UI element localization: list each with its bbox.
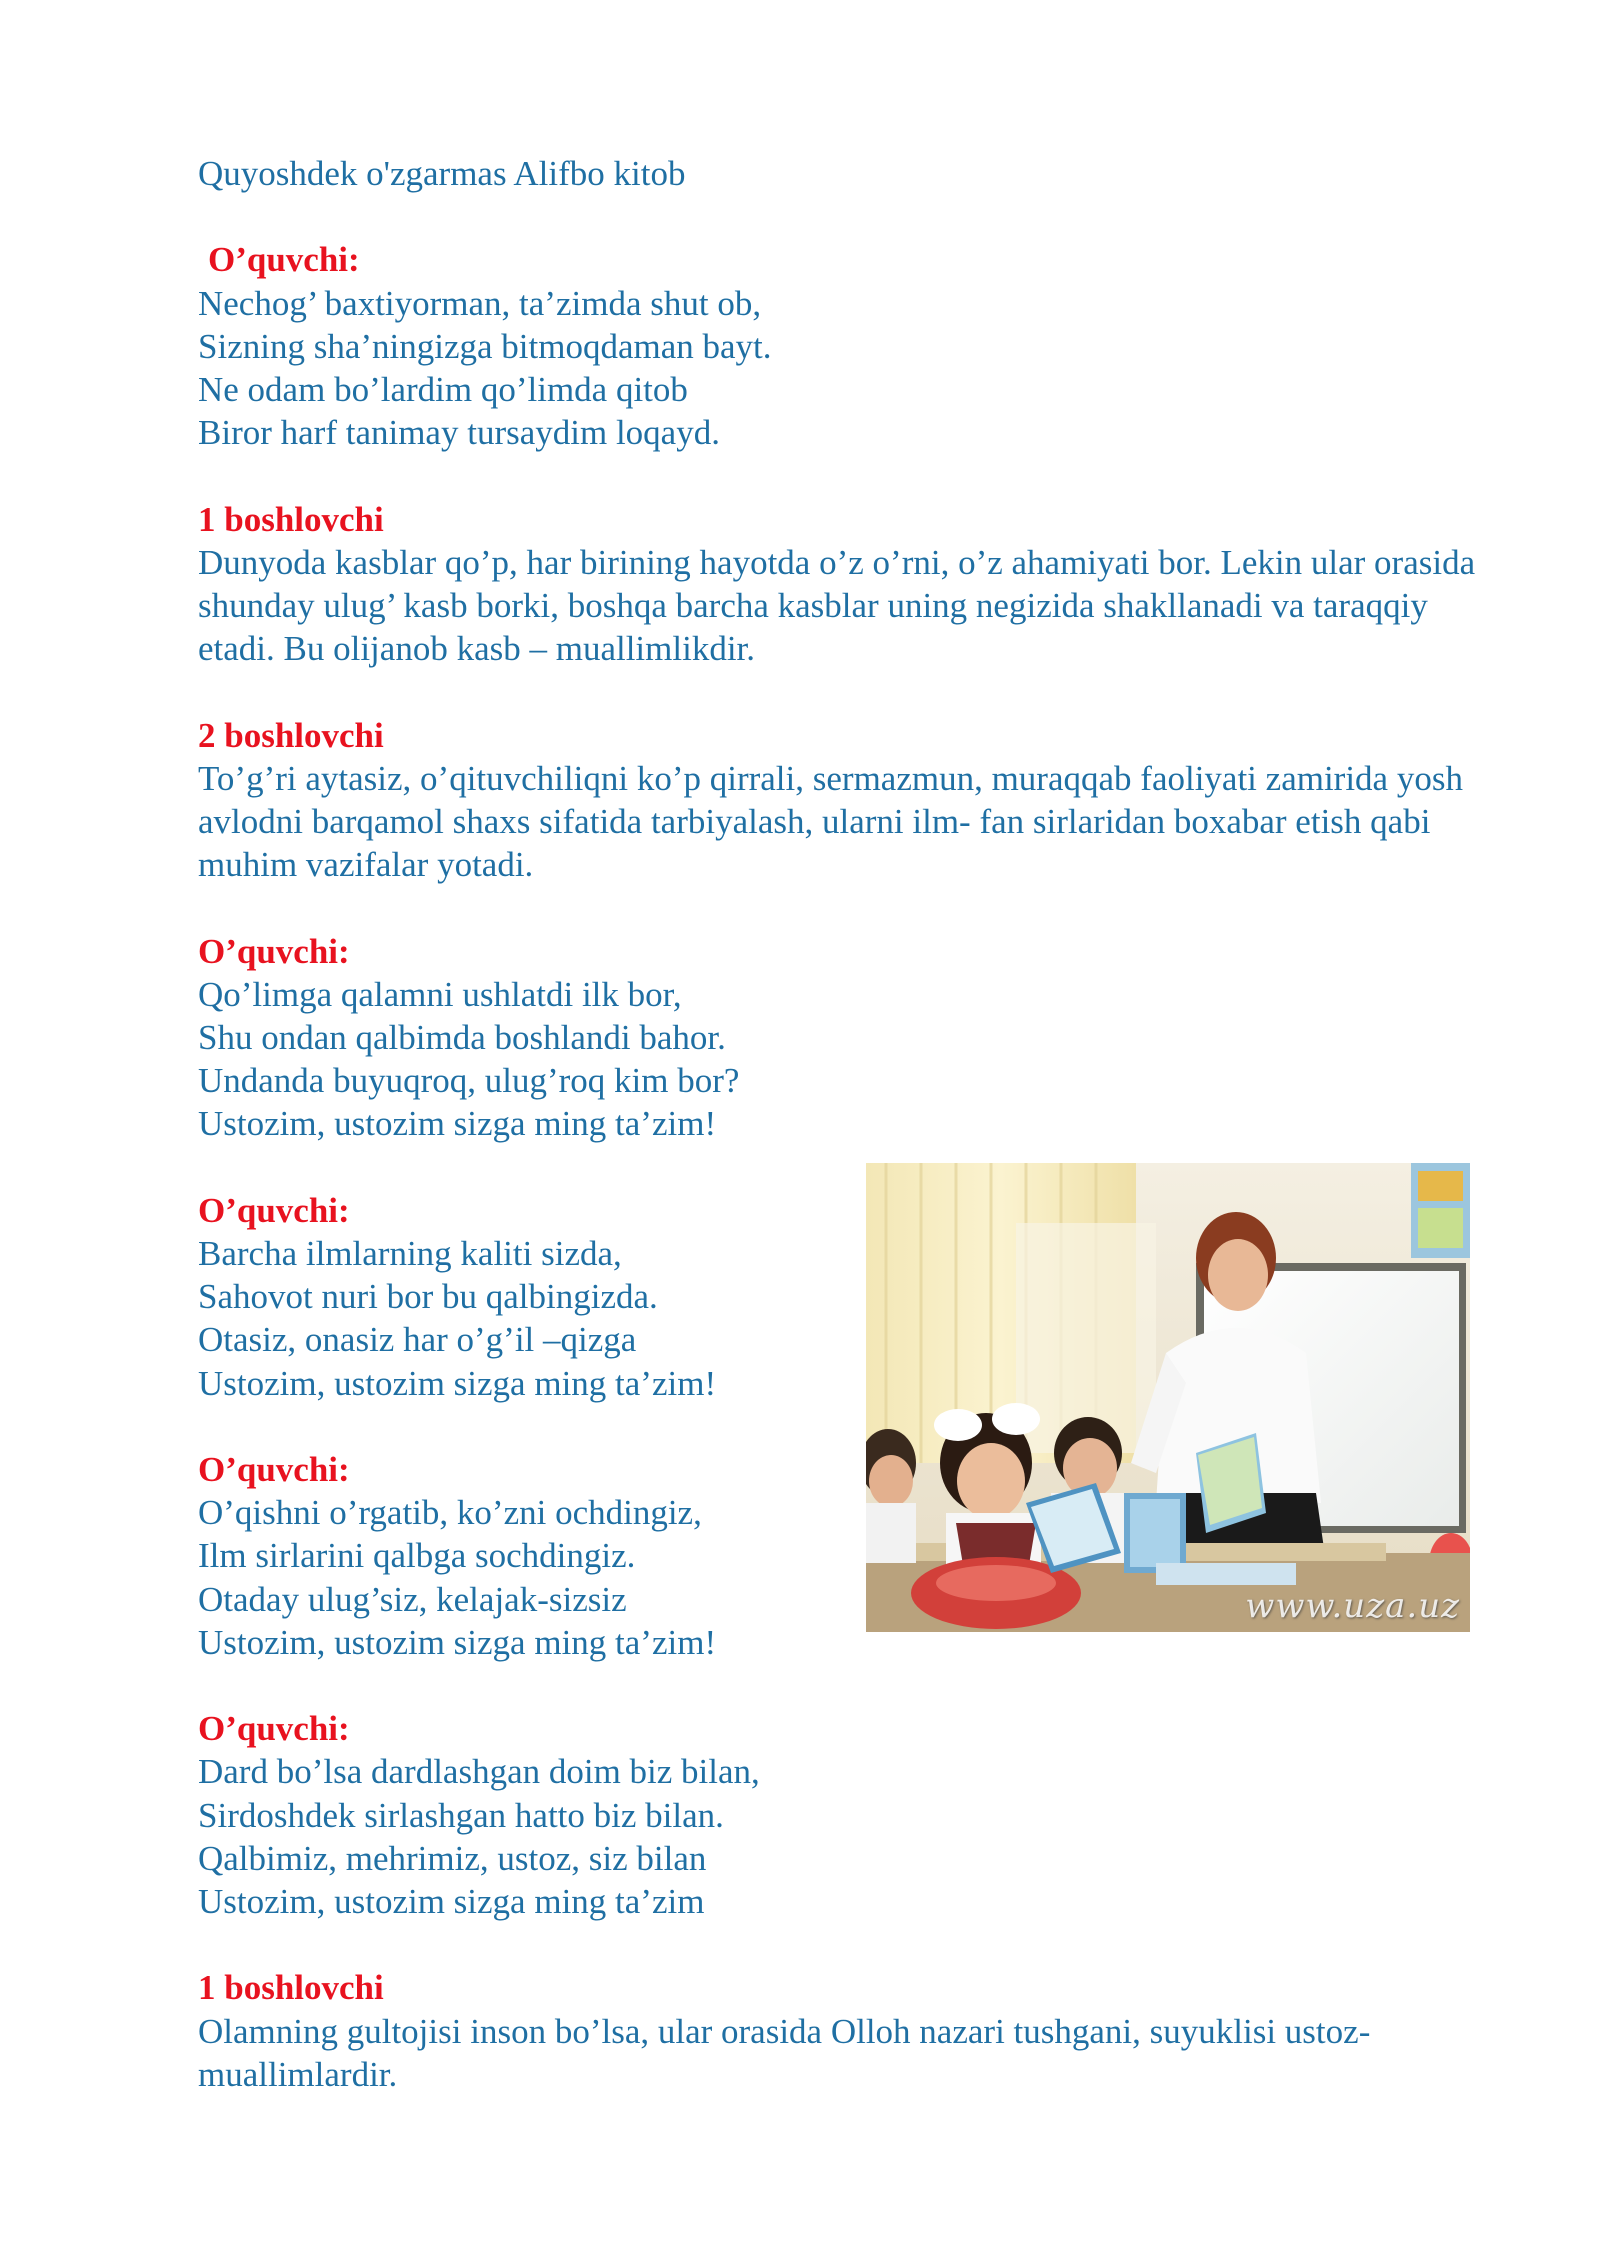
verse-line: Undanda buyuqroq, ulug’roq kim bor? xyxy=(198,1061,740,1101)
speaker-label: O’quvchi: xyxy=(198,1190,350,1230)
verse-line: Barcha ilmlarning kaliti sizda, xyxy=(198,1234,622,1273)
verse-line: Ustozim, ustozim sizga ming ta’zim! xyxy=(198,1104,717,1144)
verse-line: Otasiz, onasiz har o’g’il –qizga xyxy=(198,1320,637,1360)
verse-line: Ustozim, ustozim sizga ming ta’zim! xyxy=(198,1622,717,1662)
document-body xyxy=(198,152,1488,2096)
verse-line: Biror harf tanimay tursaydim loqayd. xyxy=(198,413,720,453)
narration-paragraph: Dunyoda kasblar qo’p, har birining hayotda o’z o’rni, o’z ahamiyati bor. Lekin ular orasida shunday ulug’ kasb borki, boshqa barcha kasblar uning negizida shakllanadi va taraqqiy etadi. Bu olijanob kasb – muallimlikdir. xyxy=(198,542,1476,669)
verse-line: Nechog’ baxtiyorman, ta’zimda shut ob, xyxy=(198,283,762,323)
speaker-label: 2 boshlovchi xyxy=(198,715,384,755)
speaker-label: O’quvchi: xyxy=(198,931,350,971)
speaker-label: 1 boshlovchi xyxy=(198,499,384,539)
speaker-label: O’quvchi: xyxy=(198,1709,350,1749)
speaker-label: 1 boshlovchi xyxy=(198,1968,384,2008)
verse-line: Sizning sha’ningizga bitmoqdaman bayt. xyxy=(198,326,772,366)
classroom-photo xyxy=(866,1163,1470,1632)
speaker-label: O’quvchi: xyxy=(198,1450,350,1489)
verse-line: Qalbimiz, mehrimiz, ustoz, siz bilan xyxy=(198,1838,707,1878)
speaker-label: O’quvchi: xyxy=(208,240,360,280)
verse-line: Dard bo’lsa dardlashgan doim biz bilan, xyxy=(198,1752,760,1792)
verse-line: Ustozim, ustozim sizga ming ta’zim! xyxy=(198,1363,717,1403)
verse-line: Ilm sirlarini qalbga sochdingiz. xyxy=(198,1536,636,1576)
intro-line: Quyoshdek o'zgarmas Alifbo kitob xyxy=(198,154,686,193)
verse-line: Shu ondan qalbimda boshlandi bahor. xyxy=(198,1018,726,1057)
verse-line: O’qishni o’rgatib, ko’zni ochdingiz, xyxy=(198,1493,702,1533)
verse-line: Ne odam bo’lardim qo’limda qitob xyxy=(198,370,688,409)
photo-watermark: www.uza.uz xyxy=(1245,1586,1460,1626)
verse-line: Qo’limga qalamni ushlatdi ilk bor, xyxy=(198,974,682,1014)
verse-line: Otaday ulug’siz, kelajak-sizsiz xyxy=(198,1579,627,1619)
verse-line: Ustozim, ustozim sizga ming ta’zim xyxy=(198,1882,705,1922)
classroom-illustration xyxy=(866,1163,1470,1632)
narration-paragraph: Olamning gultojisi inson bo’lsa, ular orasida Olloh nazari tushgani, suyuklisi ustoz-muallimlardir. xyxy=(198,2011,1371,2094)
verse-line: Sahovot nuri bor bu qalbingizda. xyxy=(198,1277,658,1317)
narration-paragraph: To’g’ri aytasiz, o’qituvchiliqni ko’p qirrali, sermazmun, muraqqab faoliyati zamirida yosh avlodni barqamol shaxs sifatida tarbiyalash, ularni ilm- fan sirlaridan boxabar etish qabi muhim vazifalar yotadi. xyxy=(198,758,1463,885)
verse-line: Sirdoshdek sirlashgan hatto biz bilan. xyxy=(198,1795,724,1835)
